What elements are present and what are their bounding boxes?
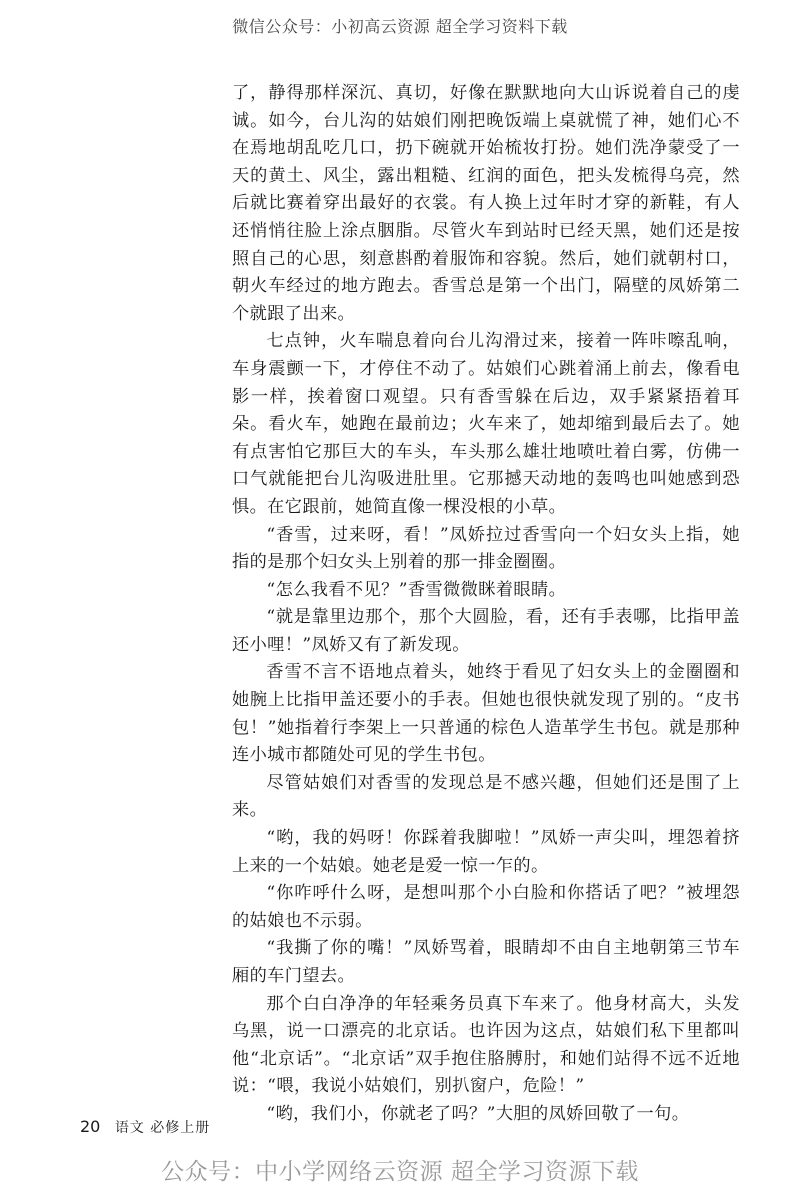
paragraph: “哟，我们小，你就老了吗？”大胆的凤娇回敬了一句。 [266,1103,690,1124]
paragraph: “香雪，过来呀，看！”凤娇拉过香雪向一个妇女头上指，她指的是那个妇女头上别着的那一排金圈圈。 [232,524,740,573]
paragraph: “就是靠里边那个，那个大圆脸，看，还有手表哪，比指甲盖还小哩！”凤娇又有了新发现。 [232,607,740,655]
book-title: 语文 必修上册 [114,1120,211,1136]
article-body [232,80,740,1129]
paragraph: 香雪不言不语地点着头，她终于看见了妇女头上的金圈圈和她腕上比指甲盖还要小的手表。但她也很快就发现了别的。“皮书包！”她指着行李架上一只普通的棕色人造革学生书包。就是那种连小城市都随处可见的学生书包。 [232,662,740,766]
paragraph: 了，静得那样深沉、真切，好像在默默地向大山诉说着自己的虔诚。如今，台儿沟的姑娘们刚把晚饭端上桌就慌了神，她们心不在焉地胡乱吃几口，扔下碗就开始梳妆打扮。她们洗净蒙受了一天的黄土、风尘，露出粗糙、红润的面色，把头发梳得乌亮，然后就比赛着穿出最好的衣裳。有人换上过年时才穿的新鞋，有人还悄悄往脸上涂点胭脂。尽管火车到站时已经天黑，她们还是按照自己的心思，刻意斟酌着服饰和容貌。然后，她们就朝村口，朝火车经过的地方跑去。香雪总是第一个出门，隔壁的凤娇第二个就跟了出来。 [232,83,740,324]
page-footer [80,1117,210,1137]
paragraph: 尽管姑娘们对香雪的发现总是不感兴趣，但她们还是围了上来。 [232,772,740,821]
top-watermark: 微信公众号：小初高云资源 超全学习资料下载 [232,17,568,36]
paragraph: “哟，我的妈呀！你踩着我脚啦！”凤娇一声尖叫，埋怨着挤上来的一个姑娘。她老是爱一惊一乍的。 [232,828,740,876]
paragraph: 七点钟，火车喘息着向台儿沟滑过来，接着一阵咔嚓乱响，车身震颤一下，才停住不动了。姑娘们心跳着涌上前去，像看电影一样，挨着窗口观望。只有香雪躲在后边，双手紧紧捂着耳朵。看火车，她跑在最前边；火车来了，她却缩到最后去了。她有点害怕它那巨大的车头，车头那么雄壮地喷吐着白雾，仿佛一口气就能把台儿沟吸进肚里。它那撼天动地的轰鸣也叫她感到恐惧。在它跟前，她简直像一棵没根的小草。 [232,331,740,517]
paragraph: “你咋呼什么呀，是想叫那个小白脸和你搭话了吧？”被埋怨的姑娘也不示弱。 [232,883,740,931]
bottom-watermark: 公众号：中小学网络云资源 超全学习资源下载 [161,1159,639,1185]
paragraph: “我撕了你的嘴！”凤娇骂着，眼睛却不由自主地朝第三节车厢的车门望去。 [232,938,740,986]
paragraph: “怎么我看不见？”香雪微微眯着眼睛。 [266,579,567,600]
paragraph: 那个白白净净的年轻乘务员真下车来了。他身材高大，头发乌黑，说一口漂亮的北京话。也许因为这点，姑娘们私下里都叫他“北京话”。“北京话”双手抱住胳膊肘，和她们站得不远不近地说：“喂，我说小姑娘们，别扒窗户，危险！” [232,993,740,1097]
page-number: 20 [80,1117,101,1136]
